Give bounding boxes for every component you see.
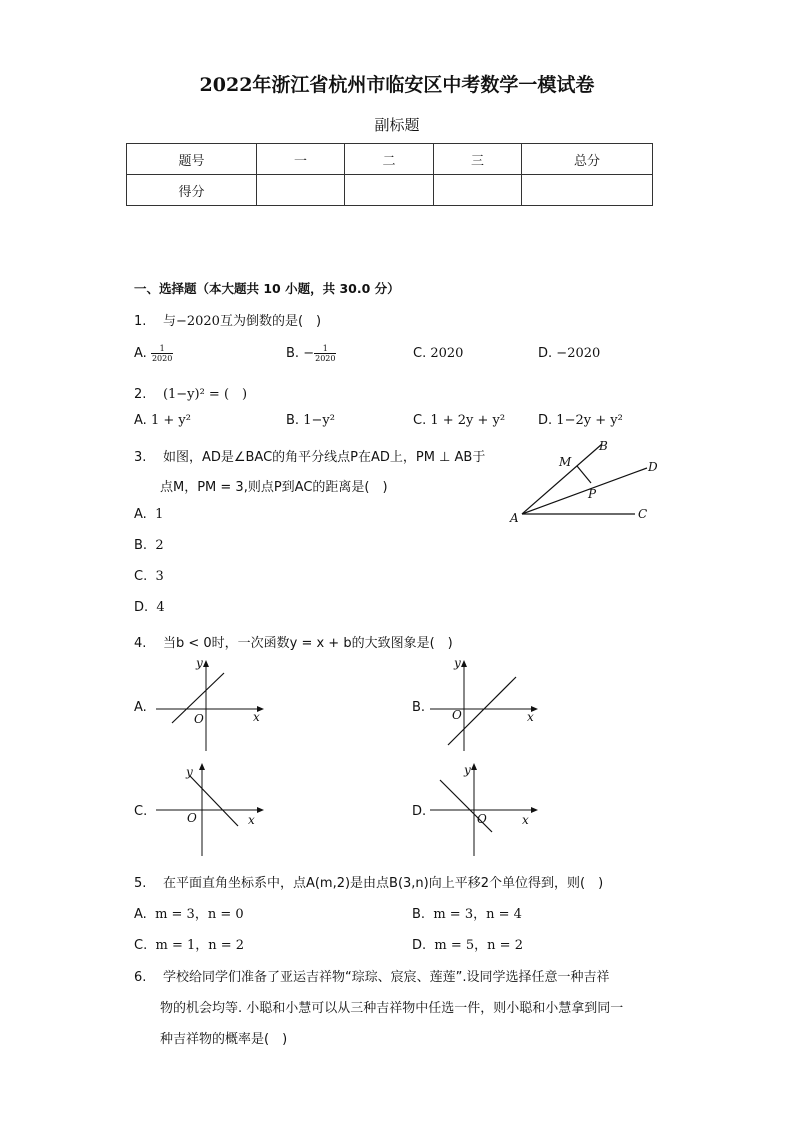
option-a[interactable] bbox=[134, 903, 244, 922]
question-4 bbox=[134, 632, 453, 651]
option-letter: A. bbox=[134, 413, 147, 428]
score-header-cell: 题号 bbox=[127, 144, 257, 175]
option-d[interactable] bbox=[134, 600, 165, 615]
fraction-numerator: 1 bbox=[151, 344, 173, 354]
option-text: 2020 bbox=[430, 346, 464, 361]
question-text: 互为倒数的是( ) bbox=[219, 314, 322, 329]
page-title: 2022年浙江省杭州市临安区中考数学一模试卷 bbox=[199, 74, 595, 96]
question-number: 2. bbox=[134, 387, 147, 402]
option-c[interactable] bbox=[413, 346, 463, 361]
option-letter: A. bbox=[134, 346, 147, 361]
y-axis-label: y bbox=[454, 656, 461, 670]
option-letter: B. bbox=[134, 538, 148, 553]
option-d[interactable] bbox=[412, 934, 523, 953]
option-text: 1 + y² bbox=[150, 413, 191, 428]
score-table-header-row bbox=[127, 144, 653, 175]
option-text: m = 3，n = 0 bbox=[155, 907, 244, 922]
y-axis-label: y bbox=[186, 765, 193, 779]
option-text: m = 1，n = 2 bbox=[155, 938, 245, 953]
question-5 bbox=[134, 872, 603, 891]
section-heading: 一、选择题（本大题共 10 小题，共 30.0 分） bbox=[134, 281, 400, 296]
option-d[interactable]: D. bbox=[412, 804, 427, 819]
origin-label: O bbox=[187, 811, 197, 825]
label-c: C bbox=[638, 507, 648, 521]
option-letter: D. bbox=[538, 346, 553, 361]
question-math: −2020 bbox=[175, 314, 220, 329]
question-number: 1. bbox=[134, 314, 147, 329]
score-row-label: 得分 bbox=[127, 175, 257, 206]
option-text: 2 bbox=[155, 538, 164, 553]
label-d: D bbox=[648, 460, 658, 474]
option-text: 1 bbox=[155, 507, 164, 522]
option-text: 3 bbox=[155, 569, 164, 584]
option-text: 1 + 2y + y² bbox=[430, 413, 506, 428]
angle-bisector-figure bbox=[505, 436, 675, 528]
option-b[interactable] bbox=[412, 903, 522, 922]
question-text: 如图，AD是∠BAC的角平分线点P在AD上，PM ⊥ AB于 bbox=[162, 450, 486, 465]
option-letter: D. bbox=[538, 413, 553, 428]
option-a[interactable] bbox=[134, 413, 191, 428]
question-3-line2: 点M，PM = 3,则点P到AC的距离是( ) bbox=[160, 480, 388, 495]
x-axis-label: x bbox=[248, 813, 255, 827]
question-6 bbox=[134, 966, 610, 985]
question-number: 4. bbox=[134, 636, 147, 651]
origin-label: O bbox=[194, 712, 204, 726]
option-letter: B. bbox=[286, 413, 300, 428]
graph-option-b bbox=[424, 655, 544, 755]
score-cell[interactable] bbox=[257, 175, 345, 206]
option-letter: C. bbox=[413, 413, 427, 428]
score-table bbox=[126, 143, 653, 206]
option-letter: B. bbox=[286, 346, 300, 361]
option-letter: C. bbox=[134, 569, 148, 584]
option-c[interactable] bbox=[413, 413, 505, 428]
option-a[interactable] bbox=[134, 507, 163, 522]
graph-option-d bbox=[424, 760, 544, 860]
fraction bbox=[151, 344, 173, 363]
question-text: 当b < 0时，一次函数y = x + b的大致图象是( ) bbox=[162, 636, 453, 651]
question-text: (1−y)² = ( ) bbox=[162, 387, 248, 402]
score-header-cell: 三 bbox=[434, 144, 522, 175]
label-m: M bbox=[559, 455, 572, 469]
option-c[interactable] bbox=[134, 569, 164, 584]
score-cell[interactable] bbox=[434, 175, 522, 206]
score-header-cell: 总分 bbox=[522, 144, 653, 175]
question-3 bbox=[134, 446, 485, 465]
question-text: 学校给同学们准备了亚运吉祥物“琮琮、宸宸、莲莲”.设同学选择任意一种吉祥 bbox=[162, 970, 610, 985]
option-letter: C. bbox=[134, 938, 148, 953]
graph-option-c bbox=[150, 760, 270, 860]
page-subtitle: 副标题 bbox=[374, 116, 420, 134]
option-b[interactable] bbox=[286, 344, 336, 363]
option-letter: A. bbox=[134, 907, 147, 922]
option-text: 1−2y + y² bbox=[556, 413, 623, 428]
segment-pm bbox=[577, 466, 591, 483]
fraction-denominator: 2020 bbox=[151, 354, 173, 363]
question-text: 在平面直角坐标系中，点A(m,2)是由点B(3,n)向上平移2个单位得到，则( ) bbox=[162, 876, 604, 891]
option-d[interactable] bbox=[538, 346, 600, 361]
graph-line bbox=[190, 776, 238, 826]
option-text: −2020 bbox=[556, 346, 601, 361]
question-6-line2: 物的机会均等. 小聪和小慧可以从三种吉祥物中任选一件，则小聪和小慧拿到同一 bbox=[160, 1001, 624, 1016]
origin-label: O bbox=[452, 708, 462, 722]
score-table-score-row bbox=[127, 175, 653, 206]
option-d[interactable] bbox=[538, 413, 623, 428]
option-c[interactable] bbox=[134, 934, 244, 953]
question-text: 与 bbox=[162, 314, 176, 329]
question-number: 6. bbox=[134, 970, 147, 985]
score-cell[interactable] bbox=[345, 175, 434, 206]
fraction-numerator: 1 bbox=[314, 344, 336, 354]
question-number: 3. bbox=[134, 450, 147, 465]
option-letter: D. bbox=[134, 600, 149, 615]
score-cell[interactable] bbox=[522, 175, 653, 206]
option-text: m = 3，n = 4 bbox=[433, 907, 522, 922]
label-p: P bbox=[588, 487, 597, 501]
label-b: B bbox=[599, 439, 608, 453]
question-1 bbox=[134, 310, 321, 329]
option-text: 1−y² bbox=[303, 413, 335, 428]
x-axis-label: x bbox=[522, 813, 529, 827]
x-axis-label: x bbox=[527, 710, 534, 724]
option-c[interactable]: C. bbox=[134, 804, 148, 819]
option-letter: B. bbox=[412, 907, 426, 922]
y-axis-label: y bbox=[196, 656, 203, 670]
x-axis-label: x bbox=[253, 710, 260, 724]
option-b[interactable] bbox=[286, 413, 335, 428]
fraction bbox=[314, 344, 336, 363]
option-letter: D. bbox=[412, 938, 427, 953]
label-a: A bbox=[510, 511, 519, 525]
option-a[interactable] bbox=[134, 344, 173, 363]
origin-label: O bbox=[477, 812, 487, 826]
question-2 bbox=[134, 383, 247, 402]
score-header-cell: 二 bbox=[345, 144, 434, 175]
option-letter: A. bbox=[134, 507, 147, 522]
option-text: 4 bbox=[156, 600, 165, 615]
question-number: 5. bbox=[134, 876, 147, 891]
option-text: m = 5，n = 2 bbox=[434, 938, 523, 953]
score-header-cell: 一 bbox=[257, 144, 345, 175]
fraction-denominator: 2020 bbox=[315, 354, 336, 363]
option-a[interactable]: A. bbox=[134, 700, 147, 715]
option-sign: − bbox=[303, 346, 315, 361]
option-b[interactable] bbox=[134, 538, 164, 553]
question-6-line3: 种吉祥物的概率是( ) bbox=[160, 1032, 288, 1047]
y-axis-label: y bbox=[464, 763, 471, 777]
graph-option-a bbox=[150, 655, 270, 755]
option-letter: C. bbox=[413, 346, 427, 361]
option-b[interactable]: B. bbox=[412, 700, 426, 715]
